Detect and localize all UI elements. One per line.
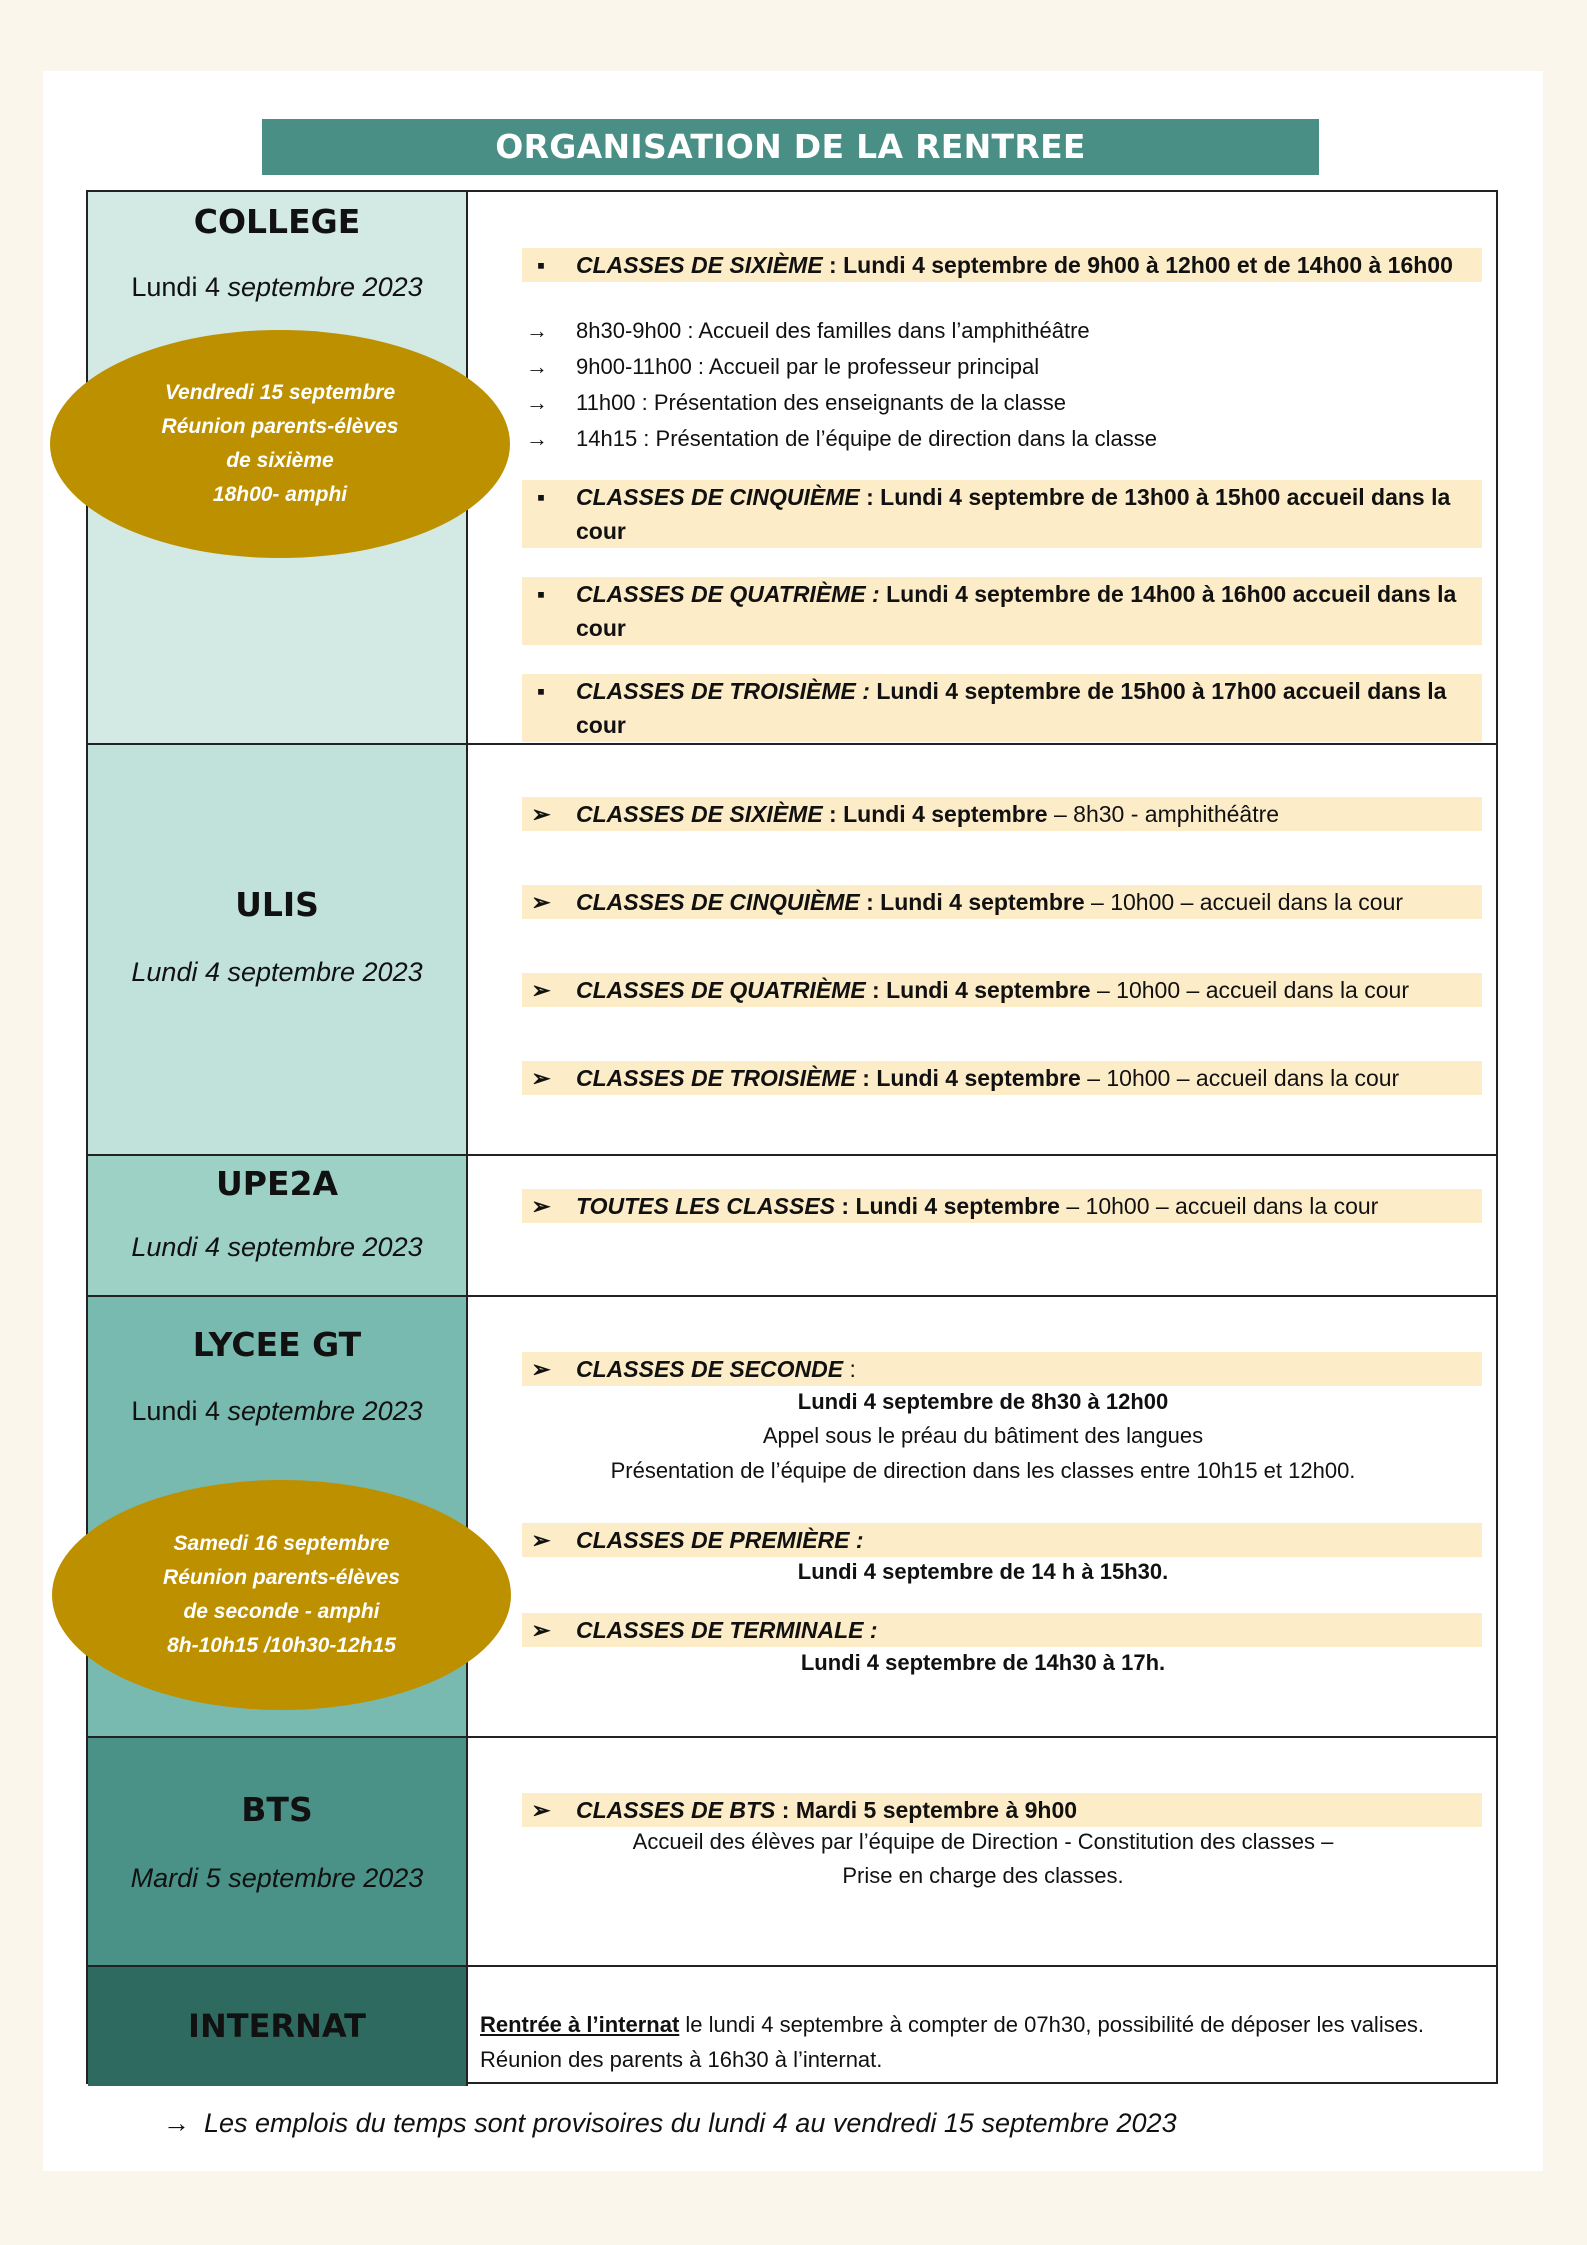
square-bullet-icon: ▪ bbox=[536, 678, 546, 704]
college-content bbox=[468, 192, 1496, 743]
bts-date: Mardi 5 septembre 2023 bbox=[130, 1863, 424, 1893]
college-detail-2: → 9h00-11h00 : Accueil par le professeur principal bbox=[522, 352, 1039, 382]
arrow-icon: → bbox=[526, 354, 548, 379]
lycee-seconde-date: Lundi 4 septembre de 8h30 à 12h00 bbox=[797, 1389, 1169, 1414]
internat-link: Rentrée à l’internat bbox=[480, 2012, 680, 2037]
ulis-cell bbox=[88, 745, 468, 1154]
ulis-item: ➢ CLASSES DE TROISIÈME : Lundi 4 septembre – 10h00 – accueil dans la cour bbox=[522, 1061, 1482, 1095]
triangle-bullet-icon: ➢ bbox=[531, 1193, 551, 1219]
lycee-premiere: ➢ CLASSES DE PREMIÈRE : bbox=[522, 1523, 1482, 1557]
triangle-bullet-icon: ➢ bbox=[531, 1797, 551, 1823]
ulis-content bbox=[468, 745, 1496, 1154]
upe2a-title: UPE2A bbox=[215, 1164, 339, 1203]
triangle-bullet-icon: ➢ bbox=[531, 801, 551, 827]
triangle-bullet-icon: ➢ bbox=[531, 977, 551, 1003]
page-title: ORGANISATION DE LA RENTREE bbox=[262, 119, 1319, 175]
upe2a-content bbox=[468, 1156, 1496, 1295]
lycee-date: Lundi 4 septembre 2023 bbox=[131, 1396, 423, 1426]
college-sixieme: ▪ CLASSES DE SIXIÈME : Lundi 4 septembre de 9h00 à 12h00 et de 14h00 à 16h00 bbox=[522, 248, 1482, 282]
lycee-premiere-date: Lundi 4 septembre de 14 h à 15h30. bbox=[797, 1559, 1169, 1584]
internat-cell bbox=[88, 1967, 468, 2086]
bts-content bbox=[468, 1738, 1496, 1965]
row-ulis bbox=[88, 745, 1496, 1156]
row-upe2a bbox=[88, 1156, 1496, 1297]
ulis-date: Lundi 4 septembre 2023 bbox=[131, 957, 423, 987]
internat-content bbox=[468, 1967, 1496, 2086]
internat-text: Rentrée à l’internat le lundi 4 septembre à compter de 07h30, possibilité de déposer les valises. Réunion des parents à 16h30 à l’internat. bbox=[480, 2012, 1425, 2072]
college-cinquieme: ▪ CLASSES DE CINQUIÈME : Lundi 4 septembre de 13h00 à 15h00 accueil dans la cour bbox=[522, 480, 1482, 548]
bts-title: BTS bbox=[241, 1790, 313, 1829]
college-detail-3: → 11h00 : Présentation des enseignants de la classe bbox=[522, 388, 1066, 418]
triangle-bullet-icon: ➢ bbox=[531, 889, 551, 915]
college-title: COLLEGE bbox=[193, 202, 361, 241]
college-quatrieme: ▪ CLASSES DE QUATRIÈME : Lundi 4 septembre de 14h00 à 16h00 accueil dans la cour bbox=[522, 577, 1482, 645]
lycee-seconde: ➢ CLASSES DE SECONDE : bbox=[522, 1352, 1482, 1386]
bts-line-1: Accueil des élèves par l’équipe de Direction - Constitution des classes – bbox=[632, 1829, 1334, 1854]
arrow-icon: → bbox=[526, 390, 548, 415]
arrow-icon: → bbox=[526, 318, 548, 343]
ulis-item: ➢ CLASSES DE CINQUIÈME : Lundi 4 septembre – 10h00 – accueil dans la cour bbox=[522, 885, 1482, 919]
lycee-seconde-appel: Appel sous le préau du bâtiment des langues bbox=[762, 1423, 1204, 1448]
triangle-bullet-icon: ➢ bbox=[531, 1356, 551, 1382]
lycee-terminale-date: Lundi 4 septembre de 14h30 à 17h. bbox=[800, 1650, 1166, 1675]
lycee-meeting-oval: Samedi 16 septembre Réunion parents-élèves de seconde - amphi 8h-10h15 /10h30-12h15 bbox=[52, 1480, 511, 1710]
arrow-icon: → bbox=[526, 426, 548, 451]
row-bts bbox=[88, 1738, 1496, 1967]
internat-title: INTERNAT bbox=[188, 2007, 366, 2045]
triangle-bullet-icon: ➢ bbox=[531, 1617, 551, 1643]
footnote: → Les emplois du temps sont provisoires du lundi 4 au vendredi 15 septembre 2023 bbox=[163, 2108, 1177, 2138]
upe2a-cell bbox=[88, 1156, 468, 1295]
arrow-icon: → bbox=[163, 2108, 190, 2138]
upe2a-item: ➢ TOUTES LES CLASSES : Lundi 4 septembre – 10h00 – accueil dans la cour bbox=[522, 1189, 1482, 1223]
bts-line-2: Prise en charge des classes. bbox=[842, 1863, 1124, 1888]
college-meeting-oval: Vendredi 15 septembre Réunion parents-élèves de sixième 18h00- amphi bbox=[50, 330, 510, 558]
triangle-bullet-icon: ➢ bbox=[531, 1065, 551, 1091]
bts-cell bbox=[88, 1738, 468, 1965]
ulis-title: ULIS bbox=[235, 885, 319, 924]
college-detail-4: → 14h15 : Présentation de l’équipe de direction dans la classe bbox=[522, 424, 1157, 454]
row-internat bbox=[88, 1967, 1496, 2086]
triangle-bullet-icon: ➢ bbox=[531, 1527, 551, 1553]
square-bullet-icon: ▪ bbox=[536, 252, 546, 278]
bts-item: ➢ CLASSES DE BTS : Mardi 5 septembre à 9h00 bbox=[522, 1793, 1482, 1827]
college-troisieme: ▪ CLASSES DE TROISIÈME : Lundi 4 septembre de 15h00 à 17h00 accueil dans la cour bbox=[522, 674, 1482, 742]
ulis-item: ➢ CLASSES DE SIXIÈME : Lundi 4 septembre – 8h30 - amphithéâtre bbox=[522, 797, 1482, 831]
lycee-terminale: ➢ CLASSES DE TERMINALE : bbox=[522, 1613, 1482, 1647]
lycee-seconde-presentation: Présentation de l’équipe de direction dans les classes entre 10h15 et 12h00. bbox=[610, 1458, 1356, 1483]
square-bullet-icon: ▪ bbox=[536, 581, 546, 607]
upe2a-date: Lundi 4 septembre 2023 bbox=[131, 1232, 423, 1262]
lycee-content bbox=[468, 1297, 1496, 1736]
ulis-item: ➢ CLASSES DE QUATRIÈME : Lundi 4 septembre – 10h00 – accueil dans la cour bbox=[522, 973, 1482, 1007]
college-detail-1: → 8h30-9h00 : Accueil des familles dans l’amphithéâtre bbox=[522, 316, 1090, 346]
square-bullet-icon: ▪ bbox=[536, 484, 546, 510]
lycee-title: LYCEE GT bbox=[192, 1325, 362, 1364]
college-date: Lundi 4 septembre 2023 bbox=[131, 272, 423, 302]
